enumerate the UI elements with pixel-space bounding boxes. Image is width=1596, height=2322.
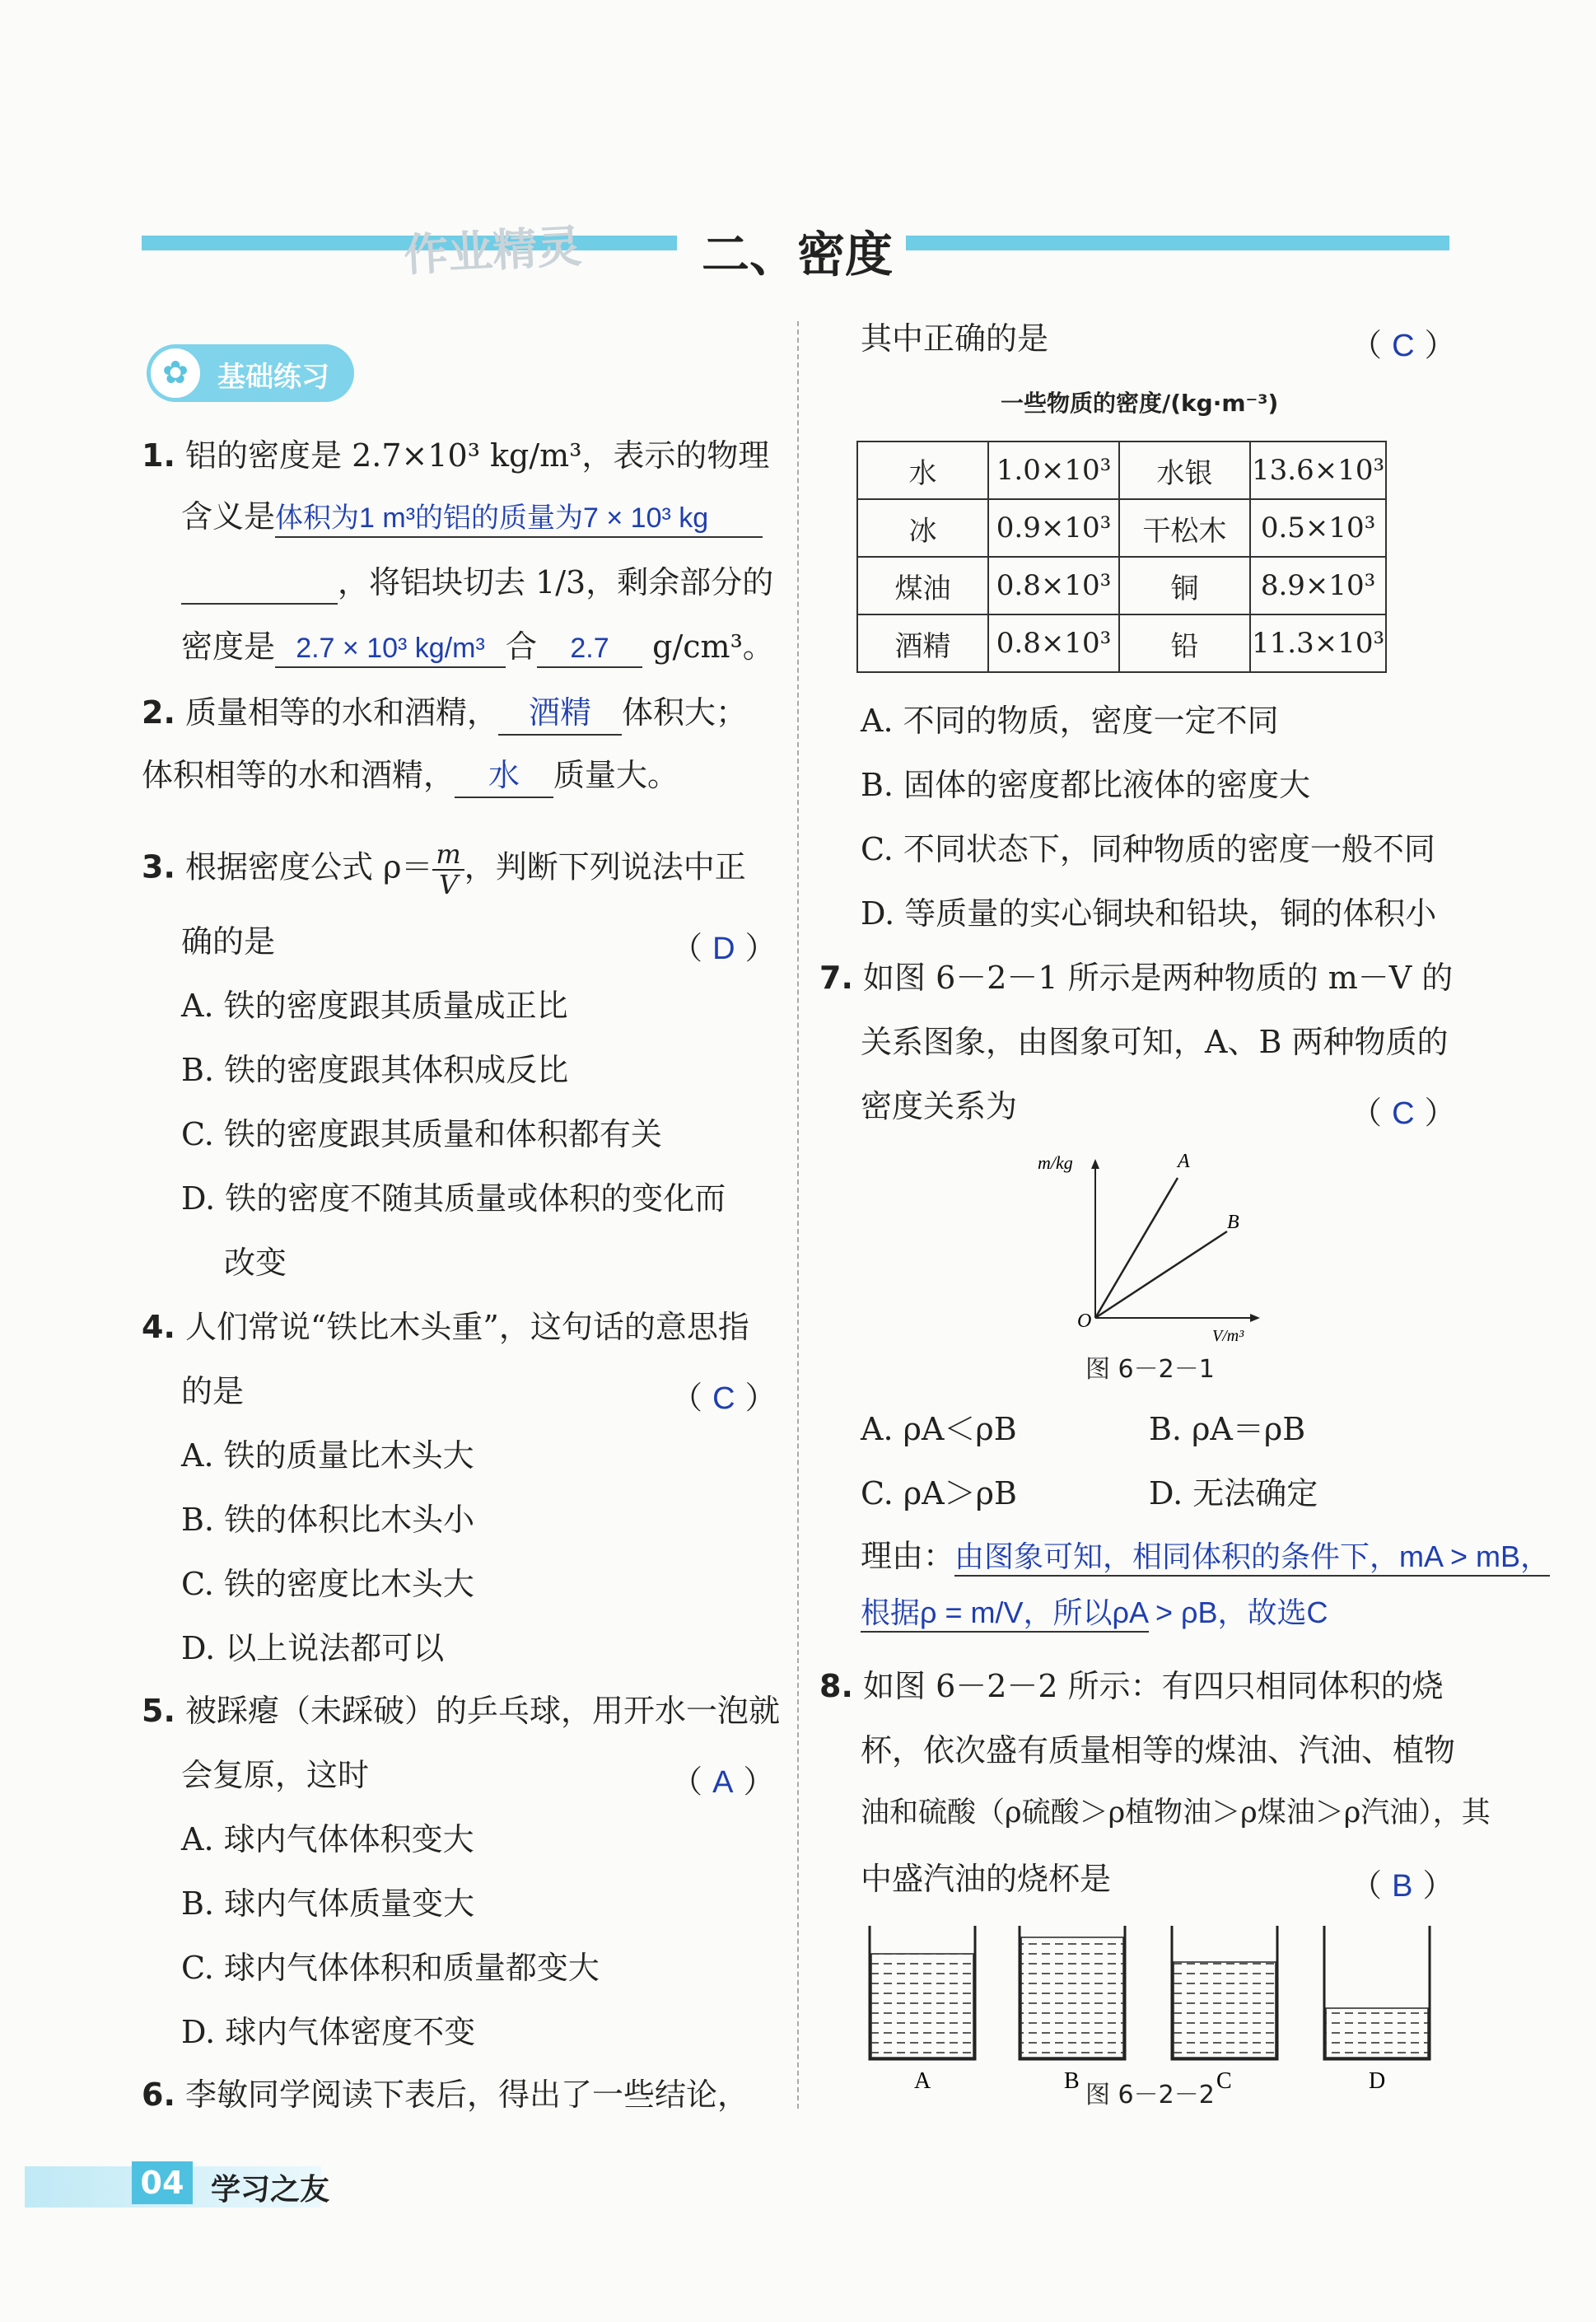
table-cell: 0.8×10³ [988, 614, 1119, 672]
q7-reason-line1 [861, 1537, 1550, 1577]
header-band-right [906, 236, 1449, 250]
q5-answer: A [712, 1765, 734, 1800]
q6-answer: C [1392, 329, 1415, 363]
q3-option-d-cont: 改变 [224, 1245, 287, 1281]
q7-text1: 如图 6－2－1 所示是两种物质的 m－V 的 [862, 960, 1454, 996]
q5-option-d: D. 球内气体密度不变 [181, 2014, 476, 2050]
q1-answer2: 2.7 × 10³ kg/m³ [275, 631, 506, 668]
section-badge-label: 基础练习 [217, 361, 329, 394]
q2-number: 2. [142, 694, 175, 731]
column-divider [797, 321, 799, 2109]
q1-text6: g/cm³。 [652, 628, 774, 665]
x-axis-arrow [1250, 1314, 1260, 1322]
liquid-a [871, 1954, 973, 2058]
q8-number: 8. [819, 1668, 853, 1704]
q4-text2: 的是 [181, 1373, 245, 1409]
q5-text1: 被踩瘪（未踩破）的乒乓球，用开水一泡就 [184, 1693, 780, 1729]
q6-option-a: A. 不同的物质，密度一定不同 [861, 703, 1279, 739]
mv-graph [1029, 1149, 1276, 1347]
table-row [857, 499, 1386, 557]
q4-option-c: C. 铁的密度比木头大 [181, 1566, 474, 1602]
q7-reason-label: 理由： [861, 1538, 955, 1574]
q4-answer-box: （ C ） [671, 1380, 777, 1416]
q1-text4: 密度是 [181, 628, 276, 665]
q7-line3: 密度关系为 [861, 1088, 1018, 1124]
q1-answer3: 2.7 [537, 631, 642, 668]
q3-option-d: D. 铁的密度不随其质量或体积的变化而 [181, 1180, 726, 1217]
q7-option-d: D. 无法确定 [1149, 1475, 1318, 1511]
q7-reason2: 根据ρ = m/V，所以ρA > ρB，故选C [861, 1594, 1149, 1633]
q2-answer2: 水 [455, 757, 553, 798]
graph-caption: 图 6－2－1 [1085, 1355, 1215, 1384]
q7-option-a: A. ρA＜ρB [861, 1411, 1017, 1447]
q3-text1: 根据密度公式 ρ＝ [184, 848, 433, 885]
q7-option-b: B. ρA＝ρB [1149, 1411, 1306, 1447]
q3-frac-den: V [439, 869, 459, 901]
table-cell: 0.9×10³ [988, 499, 1119, 557]
graph-ylabel: m/kg [1038, 1152, 1073, 1173]
q2-text1: 质量相等的水和酒精， [184, 694, 498, 731]
q3-fraction [432, 840, 464, 899]
q8-answer: B [1392, 1869, 1413, 1904]
q6-line2 [861, 320, 1048, 359]
table-cell: 8.9×10³ [1250, 557, 1386, 614]
q1-text3: ，将铝块切去 1/3，剩余部分的 [338, 564, 774, 600]
q1-number: 1. [142, 437, 175, 474]
table-cell: 0.8×10³ [988, 557, 1119, 614]
footer-brand: 学习之友 [211, 2172, 330, 2207]
q3-frac-num: m [432, 840, 464, 871]
q3-option-c: C. 铁的密度跟其质量和体积都有关 [181, 1116, 662, 1152]
q4-text1: 人们常说“铁比木头重”，这句话的意思指 [184, 1309, 749, 1345]
table-cell: 干松木 [1119, 499, 1250, 557]
y-axis-arrow [1091, 1159, 1099, 1169]
q8-line4: 中盛汽油的烧杯是 [861, 1861, 1112, 1897]
q1-line4 [181, 628, 774, 668]
q5-answer-box: （ A ） [671, 1764, 775, 1800]
table-cell: 13.6×10³ [1250, 442, 1386, 499]
q8-line2: 杯，依次盛有质量相等的煤油、汽油、植物 [861, 1732, 1456, 1768]
q4-line2 [181, 1372, 244, 1412]
graph-origin: O [1077, 1311, 1092, 1332]
graph-label-a: A [1178, 1151, 1190, 1172]
q2-text3: 体积相等的水和酒精， [142, 757, 455, 793]
table-cell: 冰 [857, 499, 988, 557]
beaker-label-b: B [1064, 2068, 1080, 2092]
table-cell: 1.0×10³ [988, 442, 1119, 499]
table-row [857, 442, 1386, 499]
q7-reason1: 由图象可知，相同体积的条件下，mA > mB， [954, 1538, 1550, 1577]
liquid-d [1326, 2008, 1428, 2058]
beaker-d [1324, 1926, 1430, 2092]
q5-option-b: B. 球内气体质量变大 [181, 1885, 475, 1922]
table-row [857, 614, 1386, 672]
q4-answer: C [712, 1381, 735, 1416]
table-cell: 铜 [1119, 557, 1250, 614]
line-b [1095, 1231, 1227, 1318]
q2-answer1: 酒精 [498, 694, 622, 736]
q8-line3: 油和硫酸（ρ硫酸＞ρ植物油＞ρ煤油＞ρ汽油），其 [861, 1796, 1491, 1829]
line-a [1095, 1178, 1178, 1318]
liquid-c [1174, 1962, 1276, 2058]
q6-text1: 李敏同学阅读下表后，得出了一些结论， [184, 2077, 749, 2113]
table-cell: 酒精 [857, 614, 988, 672]
table-cell: 水银 [1119, 442, 1250, 499]
q7-answer: C [1392, 1096, 1415, 1131]
table-cell: 11.3×10³ [1250, 614, 1386, 672]
q1-line2 [181, 498, 763, 538]
beaker-label-c: C [1216, 2068, 1232, 2092]
q5-line1 [142, 1692, 780, 1731]
q2-text2: 体积大； [622, 694, 748, 731]
q5-text2: 会复原，这时 [181, 1757, 370, 1793]
q3-option-b: B. 铁的密度跟其体积成反比 [181, 1052, 569, 1088]
q4-option-d: D. 以上说法都可以 [181, 1630, 445, 1666]
q7-reason-line2 [861, 1593, 1328, 1633]
q6-number: 6. [142, 2077, 175, 2113]
q4-option-a: A. 铁的质量比木头大 [181, 1437, 474, 1474]
q5-option-c: C. 球内气体体积和质量都变大 [181, 1950, 600, 1986]
q8-line1 [819, 1667, 1444, 1707]
beaker-c [1172, 1926, 1277, 2092]
q3-answer: D [712, 932, 735, 966]
q1-line1 [142, 437, 769, 476]
beakers-caption: 图 6－2－2 [1085, 2081, 1215, 2109]
q5-option-a: A. 球内气体体积变大 [181, 1821, 474, 1857]
beaker-label-a: A [914, 2068, 931, 2092]
q7-number: 7. [819, 960, 853, 996]
q5-number: 5. [142, 1693, 175, 1729]
q1-line3 [181, 563, 773, 605]
q6-option-d: D. 等质量的实心铜块和铅块，铜的体积小 [861, 895, 1437, 932]
q3-line1 [142, 840, 746, 899]
q5-line2 [181, 1756, 369, 1796]
page-title: 二、密度 [702, 227, 894, 283]
beaker-a [870, 1926, 975, 2092]
q7-option-c: C. ρA＞ρB [861, 1475, 1017, 1511]
q4-line1 [142, 1308, 749, 1348]
q3-line2 [181, 923, 275, 962]
q1-text5: 合 [506, 628, 538, 665]
q1-text1: 铝的密度是 2.7×10³ kg/m³，表示的物理 [184, 437, 770, 474]
q3-answer-box: （ D ） [671, 930, 777, 966]
section-badge [147, 344, 354, 402]
q6-text2: 其中正确的是 [861, 320, 1049, 357]
liquid-b [1021, 1937, 1123, 2058]
density-table [856, 441, 1387, 673]
q6-option-c: C. 不同状态下，同种物质的密度一般不同 [861, 831, 1435, 867]
table-cell: 铅 [1119, 614, 1250, 672]
q7-line2: 关系图象，由图象可知，A、B 两种物质的 [861, 1024, 1449, 1060]
table-cell: 煤油 [857, 557, 988, 614]
table-cell: 水 [857, 442, 988, 499]
density-table-title: 一些物质的密度/(kg·m⁻³) [1001, 390, 1279, 417]
q1-text2: 含义是 [181, 498, 276, 535]
q1-blank [181, 563, 338, 605]
table-cell: 0.5×10³ [1250, 499, 1386, 557]
q2-line2 [142, 756, 679, 798]
flower-icon: ✿ [148, 346, 203, 400]
page-number: 04 [132, 2161, 193, 2204]
beakers-figure [856, 1919, 1449, 2092]
q1-answer1: 体积为1 m³的铝的质量为7 × 10³ kg [275, 501, 763, 538]
graph-label-b: B [1227, 1212, 1239, 1233]
q4-number: 4. [142, 1309, 175, 1345]
q2-line1 [142, 694, 747, 736]
q3-text3: 确的是 [181, 923, 276, 960]
q6-line1 [142, 2076, 749, 2115]
q3-option-a: A. 铁的密度跟其质量成正比 [181, 988, 568, 1024]
beaker-b [1020, 1926, 1125, 2092]
watermark: 作业精灵 [402, 220, 583, 282]
q8-text1: 如图 6－2－2 所示：有四只相同体积的烧 [862, 1668, 1444, 1704]
q7-answer-box: （ C ） [1351, 1095, 1456, 1131]
q3-number: 3. [142, 848, 175, 885]
table-row [857, 557, 1386, 614]
q6-answer-box: （ C ） [1351, 327, 1456, 363]
q7-line1 [819, 959, 1453, 998]
graph-xlabel: V/m³ [1212, 1327, 1244, 1345]
q2-text4: 质量大。 [553, 757, 679, 793]
q4-option-b: B. 铁的体积比木头小 [181, 1502, 475, 1538]
q6-option-b: B. 固体的密度都比液体的密度大 [861, 767, 1311, 803]
q8-answer-box: （ B ） [1351, 1867, 1454, 1904]
beaker-label-d: D [1369, 2068, 1386, 2092]
q3-text2: ，判断下列说法中正 [464, 848, 746, 885]
